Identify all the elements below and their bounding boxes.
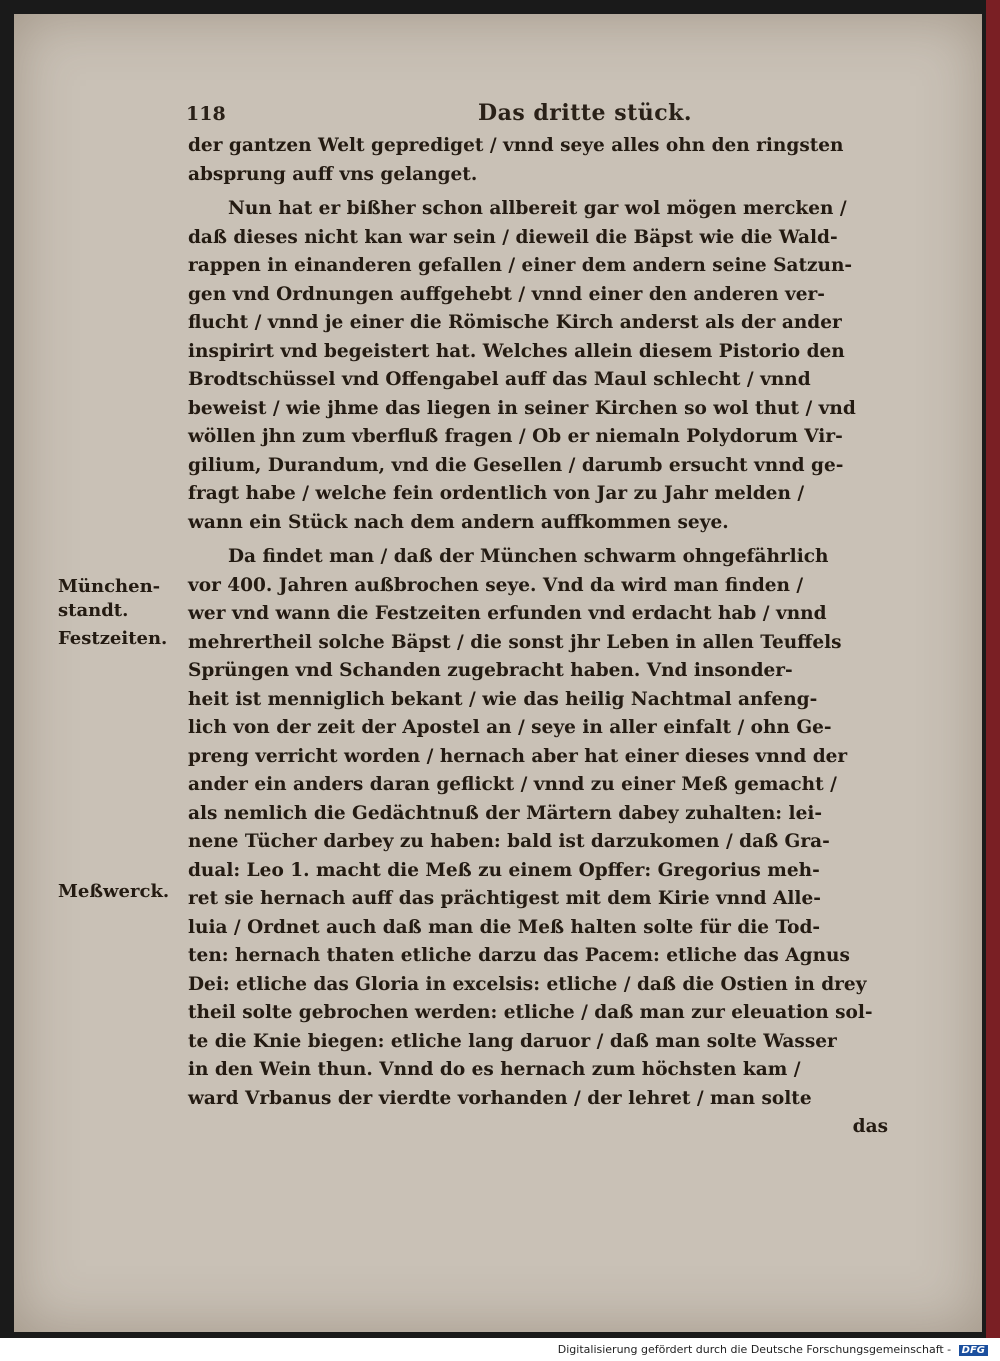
- text-line: wer vnd wann die Festzeiten erfunden vnd erdacht hab / vnnd: [188, 603, 827, 624]
- text-line: Brodtschüssel vnd Offengabel auff das Maul schlecht / vnnd: [188, 369, 811, 390]
- margin-note-line: München-: [58, 576, 161, 597]
- credit-text: Digitalisierung gefördert durch die Deutsche Forschungsgemeinschaft -: [557, 1343, 952, 1356]
- text-line: ret sie hernach auff das prächtigest mit dem Kirie vnnd Alle-: [188, 888, 821, 909]
- text-line: ander ein anders daran geflickt / vnnd zu einer Meß gemacht /: [188, 774, 837, 795]
- text-line: ward Vrbanus der vierdte vorhanden / der lehret / man solte: [188, 1087, 812, 1109]
- text-line: daß dieses nicht kan war sein / dieweil die Bäpst wie die Wald-: [188, 226, 838, 248]
- text-line: luia / Ordnet auch daß man die Meß halten solte für die Tod-: [188, 916, 821, 938]
- text-line: fragt habe / welche fein ordentlich von Jar zu Jahr melden /: [188, 483, 805, 504]
- text-line: flucht / vnnd je einer die Römische Kirch anderst als der ander: [188, 312, 842, 333]
- text-line: Nun hat er bißher schon allbereit gar wol mögen mercken /: [228, 198, 847, 219]
- text-line: theil solte gebrochen werden: etliche / daß man zur eleuation sol-: [188, 1002, 873, 1023]
- text-line: nene Tücher darbey zu haben: bald ist darzukomen / daß Gra-: [188, 831, 830, 852]
- text-line: lich von der zeit der Apostel an / seye in aller einfalt / ohn Ge-: [188, 717, 832, 738]
- margin-note-mass: Meßwerck.: [58, 881, 170, 902]
- text-line: inspirirt vnd begeistert hat. Welches allein diesem Pistorio den: [188, 340, 845, 362]
- text-line: beweist / wie jhme das liegen in seiner Kirchen so wol thut / vnd: [188, 397, 856, 419]
- text-line: te die Knie biegen: etliche lang daruor / daß man solte Wasser: [188, 1030, 837, 1052]
- margin-note-feasts: Festzeiten.: [58, 628, 168, 649]
- text-line: heit ist menniglich bekant / wie das heilig Nachtmal anfeng-: [188, 688, 818, 710]
- dfg-credit: [558, 1343, 988, 1356]
- text-line: rappen in einanderen gefallen / einer dem andern seine Satzun-: [188, 255, 853, 276]
- text-line: Da findet man / daß der München schwarm ohngefährlich: [228, 546, 829, 567]
- text-line: wöllen jhn zum vberfluß fragen / Ob er niemaln Polydorum Vir-: [188, 426, 843, 447]
- catchword: das: [852, 1116, 888, 1137]
- binding-edge: [986, 0, 1000, 1338]
- page-number: 118: [186, 103, 226, 125]
- text-line: als nemlich die Gedächtnuß der Märtern dabey zuhalten: lei-: [188, 802, 823, 824]
- dfg-logo: DFG: [959, 1345, 988, 1356]
- margin-note-monks: [58, 575, 160, 623]
- text-line: Dei: etliche das Gloria in excelsis: etliche / daß die Ostien in drey: [188, 973, 867, 995]
- text-line: wann ein Stück nach dem andern auffkommen seye.: [188, 511, 729, 533]
- margin-note-line: standt.: [58, 600, 129, 621]
- text-line: gilium, Durandum, vnd die Gesellen / darumb ersucht vnnd ge-: [188, 454, 844, 476]
- text-line: preng verricht worden / hernach aber hat einer dieses vnnd der: [188, 745, 848, 767]
- running-title: Das dritte stück.: [478, 100, 693, 126]
- text-line: gen vnd Ordnungen auffgehebt / vnnd einer den anderen ver-: [188, 283, 825, 305]
- text-line: der gantzen Welt geprediget / vnnd seye alles ohn den ringsten: [188, 135, 844, 156]
- text-line: vor 400. Jahren außbrochen seye. Vnd da wird man finden /: [188, 574, 804, 596]
- body-text: [188, 132, 948, 1142]
- text-line: dual: Leo 1. macht die Meß zu einem Opffer: Gregorius meh-: [188, 859, 820, 881]
- text-line: in den Wein thun. Vnnd do es hernach zum höchsten kam /: [188, 1059, 801, 1080]
- text-line: Sprüngen vnd Schanden zugebracht haben. Vnd insonder-: [188, 660, 793, 681]
- text-line: absprung auff vns gelanget.: [188, 163, 478, 185]
- text-line: mehrertheil solche Bäpst / die sonst jhr Leben in allen Teuffels: [188, 631, 842, 653]
- text-line: ten: hernach thaten etliche darzu das Pacem: etliche das Agnus: [188, 945, 850, 966]
